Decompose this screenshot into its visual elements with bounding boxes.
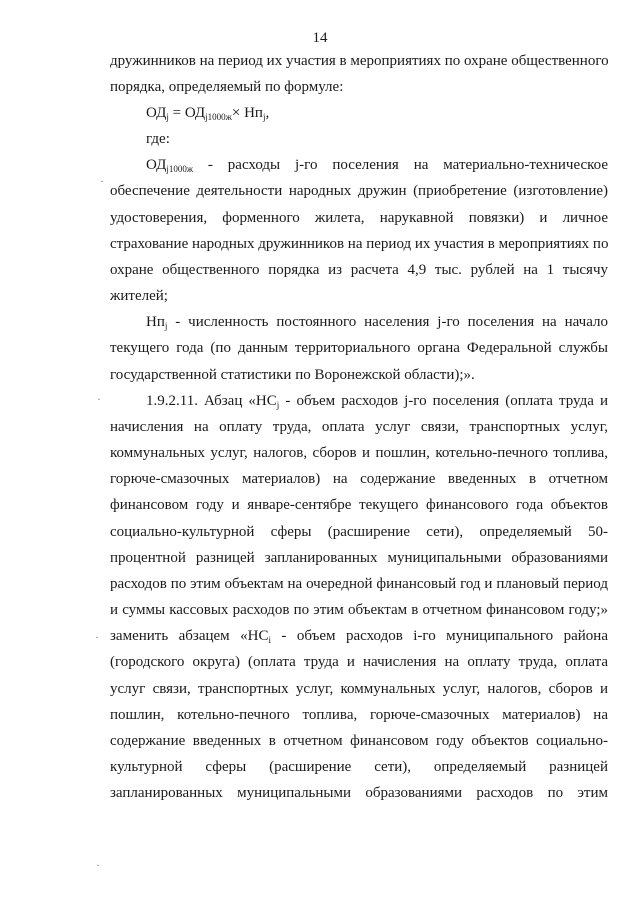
text-line: услуг связи, транспортных услуг, коммунальных услуг, налогов, сборов и: [110, 681, 608, 697]
text-line: социально-культурной сферы (расширение сети), определяемый 50-: [110, 524, 608, 540]
text-line: текущего года (по данным территориального органа Федеральной службы: [110, 340, 608, 356]
text-line: страхование народных дружинников на период их участия в мероприятиях по: [110, 236, 609, 252]
text-line: обеспечение деятельности народных дружин (приобретение (изготовление): [110, 183, 608, 199]
definition-od: $ОД_{j1000ж}$ - расходы j-го поселения на материально-техническое: [146, 157, 608, 174]
text-line: порядка, определяемый по формуле:: [110, 79, 344, 95]
text-line: (городского округа) (оплата труда и начисления на оплату труда, оплата: [110, 654, 608, 670]
paragraph-1-9-2-11: 1.9.2.11. Абзац «$НС_j$ - объем расходов j-го поселения (оплата труда и: [146, 393, 609, 410]
text-line: запланированных муниципальными образованиями расходов по этим: [110, 785, 608, 801]
text-line: жителей;: [110, 288, 168, 304]
text-line: содержание введенных в отчетном финансовом году объектов социально-: [110, 733, 608, 749]
scan-speck: ·: [95, 630, 99, 644]
page-number: 14: [312, 30, 328, 46]
scan-speck: ·: [100, 174, 104, 188]
text-line: культурной сферы (расширение сети), определяемый разницей: [110, 759, 608, 775]
definition-np: $Нп_j$ - численность постоянного населения j-го поселения на начало: [146, 314, 608, 331]
text-line: расходов по этим объектам на очередной финансовый год и плановый период: [110, 576, 608, 592]
text-line: государственной статистики по Воронежской области);».: [110, 367, 475, 383]
scan-speck: ·: [97, 392, 101, 406]
text-line: процентной разницей запланированных муниципальными образованиями: [110, 550, 608, 566]
replacement-paragraph: заменить абзацем «$НС_i$ - объем расходов i-го муниципального района: [110, 628, 608, 645]
text-line: финансовом году и январе-сентябре текущего финансового года объектов: [110, 497, 608, 513]
text-line: удостоверения, форменного жилета, нарукавной повязки) и личное: [110, 210, 608, 226]
text-line: и суммы кассовых расходов по этим объектам в отчетном финансовом году;»: [110, 602, 608, 618]
scan-speck: ·: [96, 858, 100, 872]
formula: $ОД_j = ОД_{j1000ж}\times Нп_j$,: [146, 105, 270, 122]
text-line: дружинников на период их участия в мероприятиях по охране общественного: [110, 53, 609, 69]
text-line: пошлин, котельно-печного топлива, горюче-смазочных материалов) на: [110, 707, 608, 723]
text-line: коммунальных услуг, налогов, сборов и пошлин, котельно-печного топлива,: [110, 445, 608, 461]
text-line: горюче-смазочных материалов) на содержание введенных в отчетном: [110, 471, 608, 487]
text-line: где:: [146, 131, 170, 147]
text-line: начисления на оплату труда, оплата услуг связи, транспортных услуг,: [110, 419, 608, 435]
text-line: охране общественного порядка из расчета 4,9 тыс. рублей на 1 тысячу: [110, 262, 608, 278]
